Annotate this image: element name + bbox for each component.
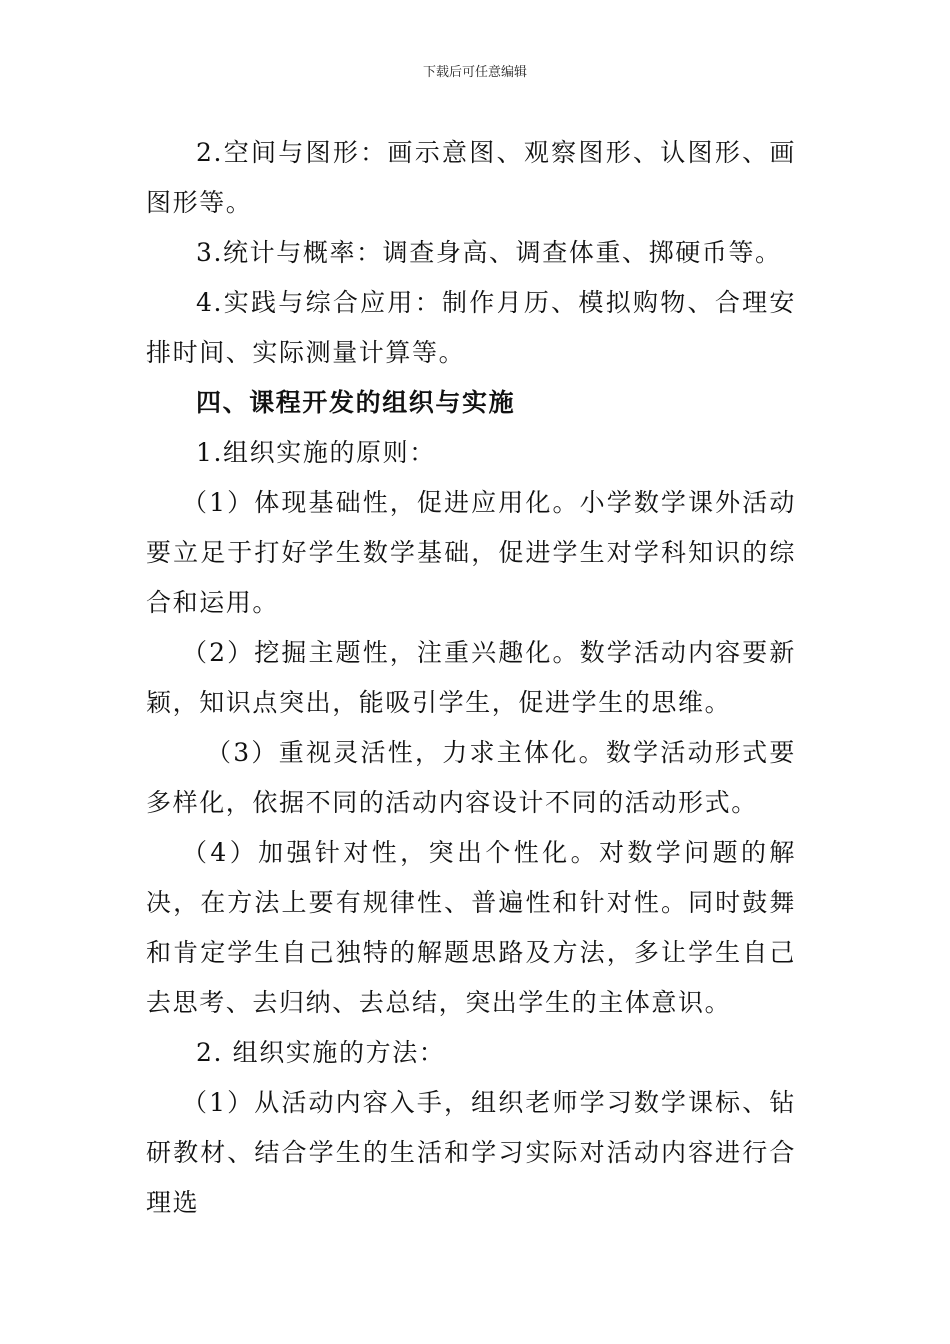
method-1: （1）从活动内容入手，组织老师学习数学课标、钻研教材、结合学生的生活和学习实际对活动内容进行合理选 bbox=[146, 1088, 796, 1217]
paragraph-space-and-shape: 2.空间与图形：画示意图、观察图形、认图形、画图形等。 bbox=[146, 138, 796, 217]
principle-1: （1）体现基础性，促进应用化。小学数学课外活动要立足于打好学生数学基础，促进学生对学科知识的综合和运用。 bbox=[146, 488, 796, 617]
principle-2: （2）挖掘主题性，注重兴趣化。数学活动内容要新颖，知识点突出，能吸引学生，促进学生的思维。 bbox=[146, 638, 796, 717]
subheading-methods: 2. 组织实施的方法： bbox=[196, 1038, 446, 1067]
subheading-principles: 1.组织实施的原则： bbox=[196, 438, 436, 467]
principle-4: （4）加强针对性，突出个性化。对数学问题的解决，在方法上要有规律性、普遍性和针对性。同时鼓舞和肯定学生自己独特的解题思路及方法，多让学生自己去思考、去归纳、去总结，突出学生的主体意识。 bbox=[146, 838, 796, 1017]
section-heading: 四、课程开发的组织与实施 bbox=[196, 388, 516, 417]
paragraph-statistics-probability: 3.统计与概率：调查身高、调查体重、掷硬币等。 bbox=[196, 238, 782, 267]
principle-3: （3）重视灵活性，力求主体化。数学活动形式要多样化，依据不同的活动内容设计不同的活动形式。 bbox=[146, 738, 796, 817]
document-body bbox=[146, 128, 796, 1228]
paragraph-practice-application: 4.实践与综合应用：制作月历、模拟购物、合理安排时间、实际测量计算等。 bbox=[146, 288, 796, 367]
page-header: 下载后可任意编辑 bbox=[422, 65, 527, 80]
